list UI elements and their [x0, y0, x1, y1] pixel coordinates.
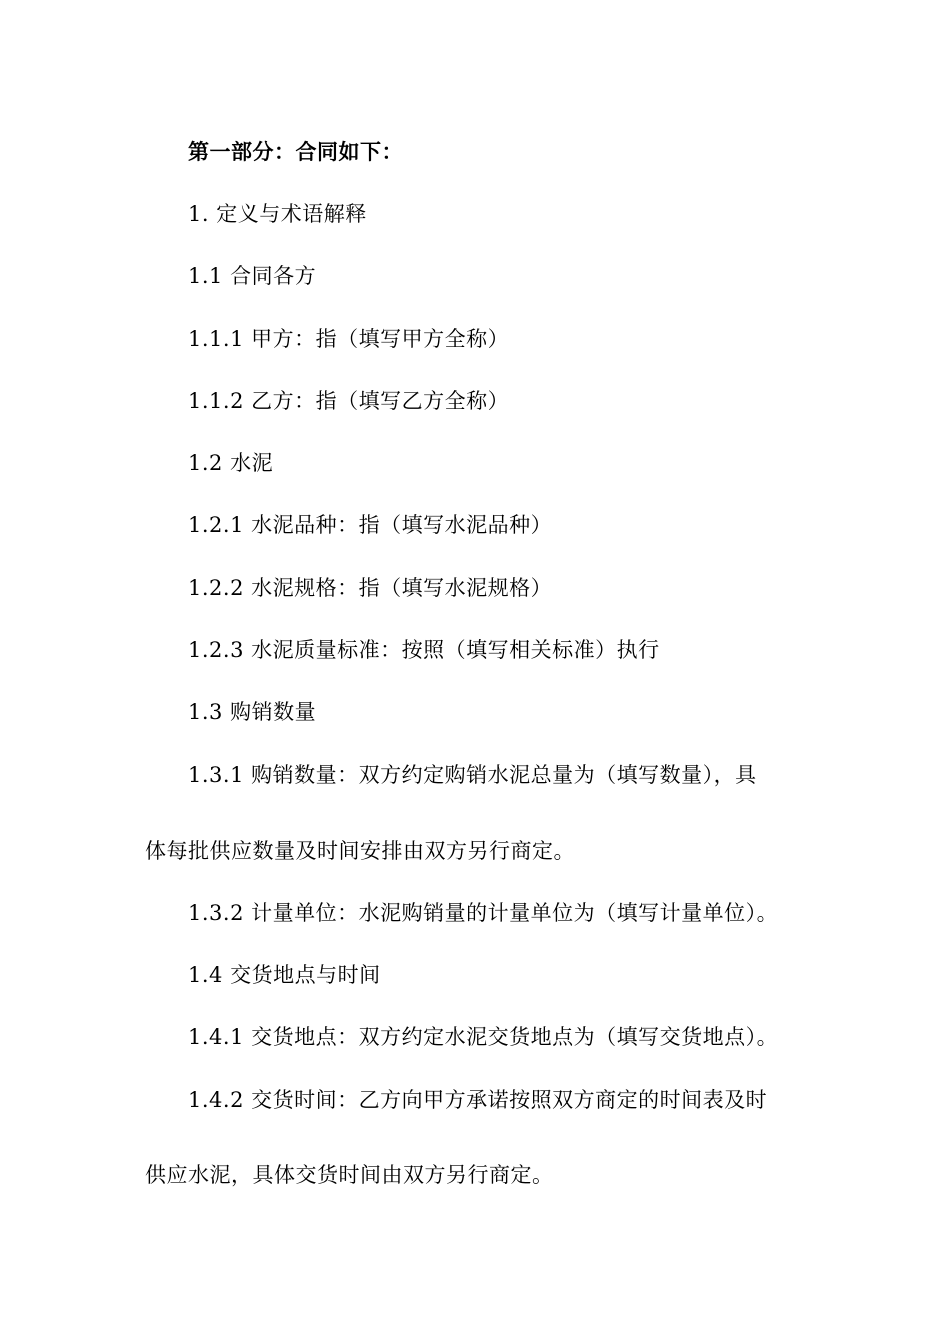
- clause-1-3-1: 1.3.1 购销数量：双方约定购销水泥总量为（填写数量），具: [188, 763, 757, 787]
- clause-1-2-3: 1.2.3 水泥质量标准：按照（填写相关标准）执行: [188, 638, 660, 662]
- clause-1-1-2: 1.1.2 乙方：指（填写乙方全称）: [188, 389, 510, 413]
- clause-1-1: 1.1 合同各方: [188, 264, 317, 288]
- section-heading: 第一部分：合同如下：: [188, 139, 403, 164]
- clause-1-4-2-continued: 供应水泥，具体交货时间由双方另行商定。: [145, 1163, 554, 1187]
- clause-1-4-1: 1.4.1 交货地点：双方约定水泥交货地点为（填写交货地点）。: [188, 1025, 779, 1049]
- clause-1-2-1: 1.2.1 水泥品种：指（填写水泥品种）: [188, 513, 553, 537]
- clause-1: 1. 定义与术语解释: [188, 202, 367, 226]
- clause-1-4-2: 1.4.2 交货时间：乙方向甲方承诺按照双方商定的时间表及时: [188, 1088, 768, 1112]
- clause-1-4: 1.4 交货地点与时间: [188, 963, 381, 987]
- clause-1-1-1: 1.1.1 甲方：指（填写甲方全称）: [188, 327, 510, 351]
- clause-1-3-1-continued: 体每批供应数量及时间安排由双方另行商定。: [145, 839, 575, 863]
- clause-1-3-2: 1.3.2 计量单位：水泥购销量的计量单位为（填写计量单位）。: [188, 901, 779, 925]
- clause-1-2: 1.2 水泥: [188, 451, 274, 475]
- clause-1-2-2: 1.2.2 水泥规格：指（填写水泥规格）: [188, 576, 553, 600]
- clause-1-3: 1.3 购销数量: [188, 700, 317, 724]
